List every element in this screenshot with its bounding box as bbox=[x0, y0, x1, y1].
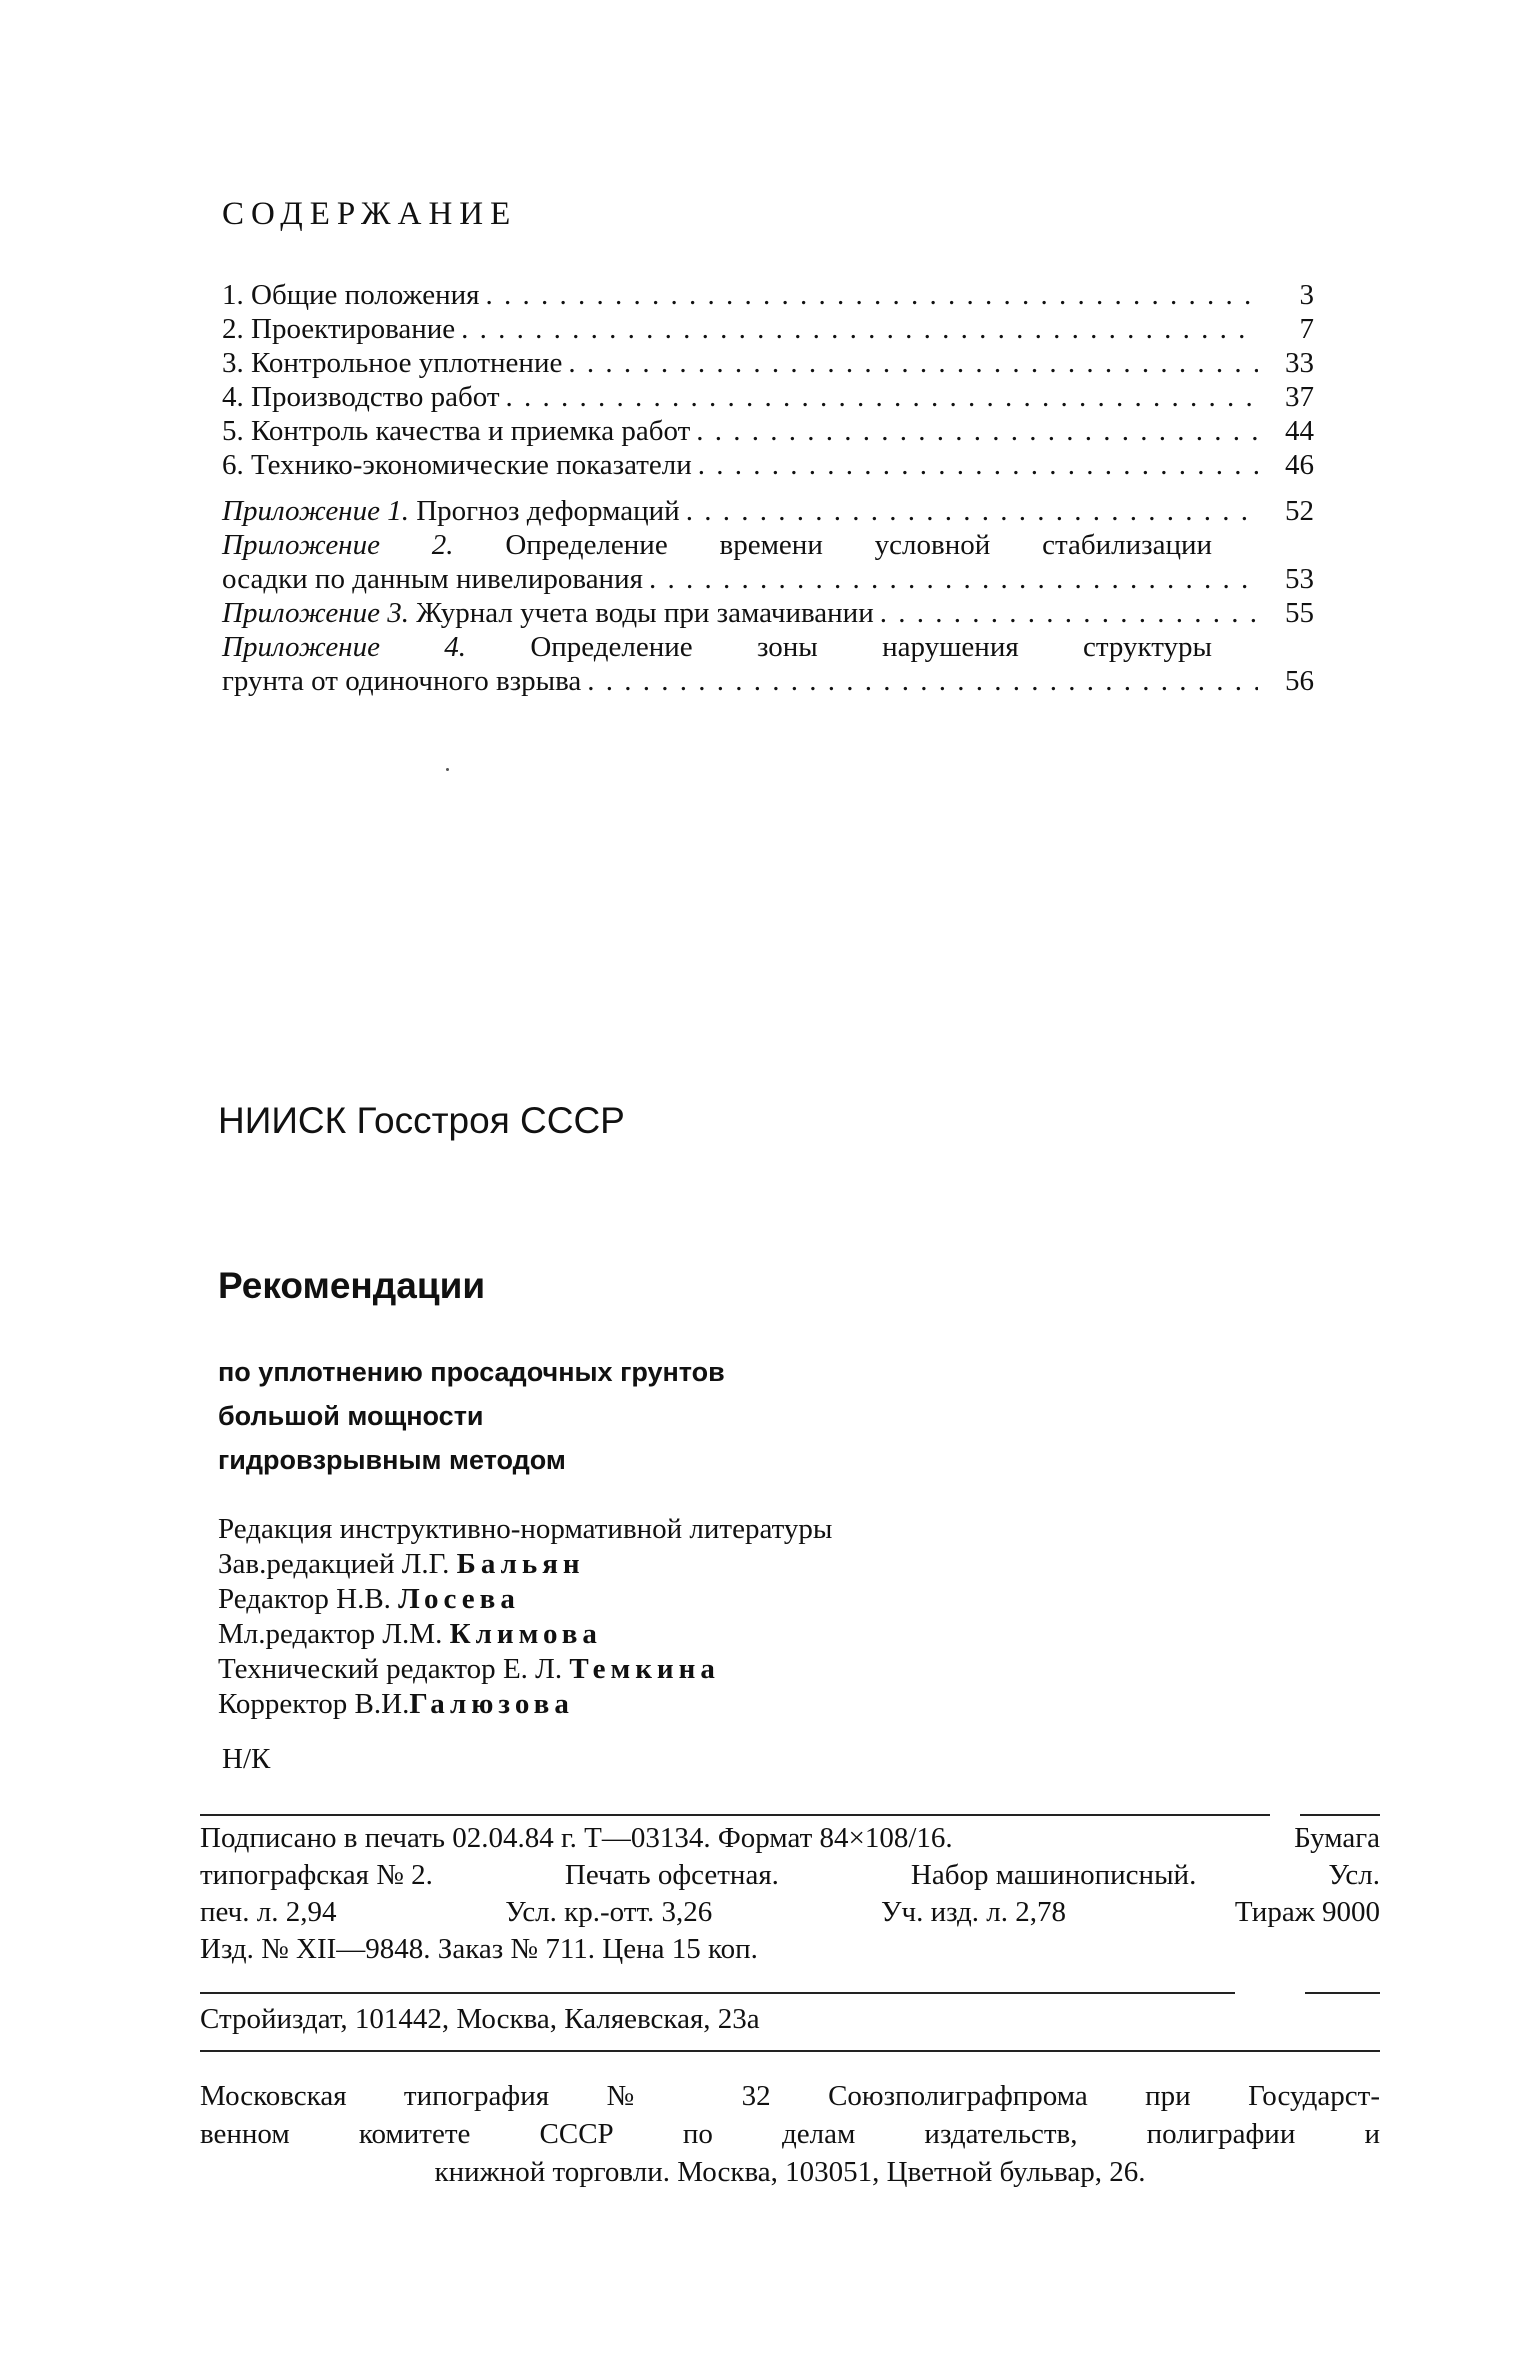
appendix-title: Прогноз деформаций bbox=[416, 495, 680, 527]
toc-entry-label: 4. Производство работ bbox=[222, 381, 500, 413]
credit-line: Мл.редактор Л.М. Климова bbox=[218, 1618, 602, 1650]
subtitle-line: гидровзрывным методом bbox=[218, 1445, 566, 1475]
appendix-entry bbox=[222, 630, 1314, 698]
toc-entry-page: 46 bbox=[1285, 449, 1314, 481]
imprint-block: Подписано в печать 02.04.84 г. Т—03134. Формат 84×108/16. Бумага типографская № 2. Печать офсетная. Набор машинописный. Усл. печ. л. 2,94 Усл. кр.-отт. 3,26 Уч. изд. л. 2,78 Тираж 9000 Изд. № XII—9848. Заказ № 711. Цена 15 коп. bbox=[200, 1822, 1380, 1965]
credit-line: Технический редактор Е. Л. Темкина bbox=[218, 1653, 720, 1685]
toc-leader bbox=[461, 312, 1258, 346]
appendix-page: 52 bbox=[1285, 495, 1314, 527]
appendix-page: 56 bbox=[1285, 665, 1314, 697]
appendix-title-line1: Определение времени условной стабилизации bbox=[505, 529, 1212, 561]
credit-line: Зав.редакцией Л.Г. Бальян bbox=[218, 1548, 585, 1580]
document-title: Рекомендации bbox=[218, 1265, 486, 1306]
toc-entry-page: 7 bbox=[1299, 313, 1314, 345]
print-speck bbox=[446, 768, 449, 771]
document-subtitle bbox=[218, 1350, 725, 1482]
toc-leader bbox=[649, 562, 1258, 596]
toc-entry-page: 3 bbox=[1299, 279, 1314, 311]
appendix-name: Приложение 3. bbox=[222, 597, 409, 629]
appendix-entry bbox=[222, 528, 1314, 596]
toc-entry-page: 33 bbox=[1285, 347, 1314, 379]
credits-block bbox=[218, 1512, 832, 1722]
toc-entry bbox=[222, 414, 1314, 448]
edition-line: Редакция инструктивно-нормативной литературы bbox=[218, 1513, 833, 1545]
toc-leader bbox=[568, 346, 1258, 380]
printer-block: Московская типография № 32 Союзполиграфпрома при Государст- венном комитете СССР по делам издательств, полиграфии и книжной торговли. Москва, 103051, Цветной бульвар, 26. bbox=[200, 2080, 1380, 2188]
divider bbox=[1305, 1992, 1380, 1994]
toc-entry-label: 1. Общие положения bbox=[222, 279, 480, 311]
appendix-entry bbox=[222, 494, 1314, 528]
appendices-list bbox=[222, 494, 1314, 698]
toc-leader bbox=[686, 494, 1258, 528]
contents-title: СОДЕРЖАНИЕ bbox=[222, 196, 518, 232]
toc-entry bbox=[222, 448, 1314, 482]
appendix-page: 53 bbox=[1285, 563, 1314, 595]
organization-name: НИИСК Госстроя СССР bbox=[218, 1100, 625, 1141]
toc-entry-label: 5. Контроль качества и приемка работ bbox=[222, 415, 691, 447]
credit-line: Корректор В.И.Галюзова bbox=[218, 1688, 574, 1720]
toc-leader bbox=[485, 278, 1258, 312]
toc-leader bbox=[587, 664, 1258, 698]
toc-entry-label: 2. Проектирование bbox=[222, 313, 456, 345]
subtitle-line: по уплотнению просадочных грунтов bbox=[218, 1357, 725, 1387]
divider bbox=[200, 2050, 1380, 2052]
appendix-title-line2: грунта от одиночного взрыва bbox=[222, 665, 582, 697]
appendix-name: Приложение 4. bbox=[222, 631, 467, 663]
appendix-title-line1: Определение зоны нарушения структуры bbox=[530, 631, 1213, 663]
divider bbox=[200, 1814, 1270, 1816]
toc-entry bbox=[222, 312, 1314, 346]
credit-line: Редактор Н.В. Лосева bbox=[218, 1583, 520, 1615]
toc-leader bbox=[696, 414, 1258, 448]
nk-mark: Н/К bbox=[222, 1743, 271, 1775]
appendix-entry bbox=[222, 596, 1314, 630]
toc-leader bbox=[506, 380, 1258, 414]
divider bbox=[200, 1992, 1235, 1994]
toc-entry-label: 6. Технико-экономические показатели bbox=[222, 449, 692, 481]
appendix-title: Журнал учета воды при замачивании bbox=[416, 597, 874, 629]
publisher-line: Стройиздат, 101442, Москва, Каляевская, 23а bbox=[200, 2003, 760, 2035]
appendix-page: 55 bbox=[1285, 597, 1314, 629]
table-of-contents bbox=[222, 278, 1314, 698]
appendix-title-line2: осадки по данным нивелирования bbox=[222, 563, 643, 595]
toc-entry bbox=[222, 346, 1314, 380]
subtitle-line: большой мощности bbox=[218, 1401, 484, 1431]
toc-entry bbox=[222, 278, 1314, 312]
toc-leader bbox=[880, 596, 1258, 630]
toc-entry bbox=[222, 380, 1314, 414]
toc-entry-page: 44 bbox=[1285, 415, 1314, 447]
toc-entry-page: 37 bbox=[1285, 381, 1314, 413]
appendix-name: Приложение 2. bbox=[222, 529, 454, 561]
divider bbox=[1300, 1814, 1380, 1816]
toc-leader bbox=[698, 448, 1258, 482]
toc-entry-label: 3. Контрольное уплотнение bbox=[222, 347, 563, 379]
appendix-name: Приложение 1. bbox=[222, 495, 409, 527]
